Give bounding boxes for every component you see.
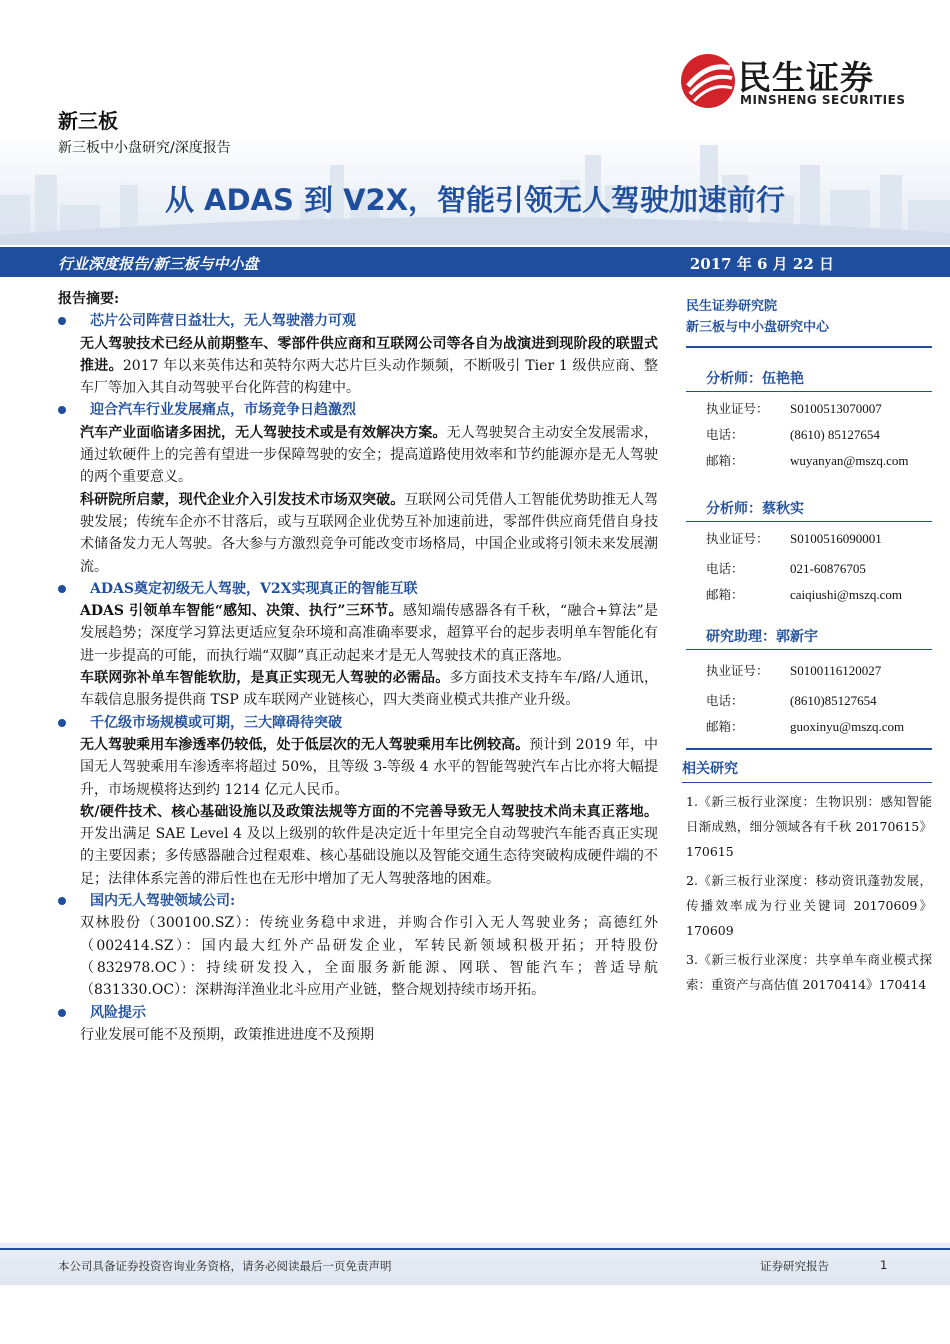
related-item[interactable]: 2.《新三板行业深度：移动资讯蓬勃发展，传播效率成为行业关键词 20170609》170609 [686,873,932,938]
bullet-icon [58,1009,66,1017]
related-item[interactable]: 1.《新三板行业深度：生物识别：感知智能日渐成熟，细分领域各有千秋 20170615》170615 [686,794,932,859]
summary-paragraph: 软/硬件技术、核心基础设施以及政策法规等方面的不完善导致无人驾驶技术尚未真正落地。开发出满足 SAE Level 4 及以上级别的软件是决定近十年里完全自动驾驶汽车能否真正实现的主要因素；多传感器融合过程艰难、核心基础设施以及智能交通生态待突破构成硬件端的不足；法律体系完善的滞后性也在无形中增加了无人驾驶落地的困难。 [80,803,658,887]
section-heading: 芯片公司阵营日益壮大，无人驾驶潜力可观 [80,310,658,332]
category-subtitle: 新三板中小盘研究/深度报告 [58,140,231,156]
footer-line [0,1248,950,1250]
logo-text-cn: 民生证券 [738,58,874,97]
bullet-icon [58,897,66,905]
section-heading: 风险提示 [80,1002,658,1024]
skyline-graphic [0,105,950,245]
report-type: 行业深度报告/新三板与中小盘 [58,255,259,273]
divider [686,748,932,750]
license-row: 执业证号： S0100513070007 [706,401,882,416]
email-link[interactable]: caiqiushi@mszq.com [790,587,902,602]
bullet-icon [58,406,66,414]
summary-paragraph: 无人驾驶乘用车渗透率仍较低，处于低层次的无人驾驶乘用车比例较高。预计到 2019 年，中国无人驾驶乘用车渗透率将超过 50%，且等级 3-等级 4 水平的智能驾驶汽车占比亦将大幅提升，市场规模将达到约 1214 亿元人民币。 [80,736,658,798]
email-row: 邮箱： wuyanyan@mszq.com [686,448,932,474]
email-row: 邮箱： guoxinyu@mszq.com [686,714,932,740]
section-heading: ADAS奠定初级无人驾驶，V2X实现真正的智能互联 [80,578,658,600]
footer-disclaimer: 本公司具备证券投资咨询业务资格，请务必阅读最后一页免责声明 [58,1259,392,1273]
summary-paragraph: ADAS 引领单车智能“感知、决策、执行”三环节。感知端传感器各有千秋，“融合+算法”是发展趋势；深度学习算法更适应复杂环境和高准确率要求，超算平台的起步表明单车智能化有进一步提高的可能，而执行端“双脚”真正动起来才是无人驾驶技术的真正落地。 [80,603,658,664]
email-link[interactable]: guoxinyu@mszq.com [790,719,905,734]
email-row: 邮箱： caiqiushi@mszq.com [686,582,932,608]
related-research-title: 相关研究 [682,758,932,783]
summary-paragraph: 双林股份（300100.SZ）：传统业务稳中求进，并购合作引入无人驾驶业务；高德红外（002414.SZ）：国内最大红外产品研发企业，军转民新领域积极开拓；开特股份（832978.OC）：持续研发投入，全面服务新能源、网联、智能汽车；普适导航（831330.OC）：深耕海洋渔业北斗应用产业链，整合规划持续市场开拓。 [80,915,658,999]
footer-label: 证券研究报告 [760,1259,829,1273]
bullet-icon [58,317,66,325]
page-number: 1 [880,1258,888,1272]
related-item[interactable]: 3.《新三板行业深度：共享单车商业模式探索：重资产与高估值 20170414》170414 [686,952,932,992]
section-heading: 千亿级市场规模或可期，三大障碍待突破 [80,712,658,734]
summary-paragraph: 行业发展可能不及预期，政策推进进度不及预期 [80,1026,374,1043]
summary-paragraph: 无人驾驶技术已经从前期整车、零部件供应商和互联网公司等各自为战演进到现阶段的联盟式推进。2017 年以来英伟达和英特尔两大芯片巨头动作频频，不断吸引 Tier 1 级供应商、整车厂等加入其自动驾驶平台化阵营的构建中。 [80,335,658,397]
summary-paragraph: 车联网弥补单车智能软肋，是真正实现无人驾驶的必需品。多方面技术支持车车/路/人通讯，车载信息服务提供商 TSP 成车联网产业链核心，四大类商业模式共推产业升级。 [80,670,659,709]
section-heading: 国内无人驾驶领域公司: [80,890,658,912]
summary-column [58,288,659,1046]
report-title: 从 ADAS 到 V2X，智能引领无人驾驶加速前行 [164,183,786,217]
category-title: 新三板 [58,109,118,133]
email-link[interactable]: wuyanyan@mszq.com [790,453,909,468]
analyst-title: 研究助理：郭新宇 [686,624,932,650]
analyst-title: 分析师：蔡秋实 [686,496,932,522]
phone-row: 电话： (8610)85127654 [706,693,877,708]
section-heading: 迎合汽车行业发展痛点，市场竞争日趋激烈 [80,399,658,421]
bullet-icon [58,585,66,593]
summary-paragraph: 科研院所启蒙，现代企业介入引发技术市场双突破。互联网公司凭借人工智能优势助推无人驾驶发展；传统车企亦不甘落后，或与互联网企业优势互补加速前进，零部件供应商凭借自身技术储备发力无人驾驶。各大参与方激烈竞争可能改变市场格局，中国企业或将引领未来发展潮流。 [80,491,659,575]
phone-row: 电话： 021-60876705 [706,561,866,576]
license-row: 执业证号： S0100116120027 [706,663,882,678]
phone-row: 电话： (8610) 85127654 [706,427,880,442]
analyst-title: 分析师：伍艳艳 [686,366,932,392]
sidebar [682,296,932,997]
logo-text-en: MINSHENG SECURITIES [740,93,906,107]
report-type-band [0,247,950,277]
license-row: 执业证号： S0100516090001 [706,531,882,546]
summary-label: 报告摘要: [58,291,120,307]
institute-name: 民生证券研究院 [686,299,778,314]
summary-paragraph: 汽车产业面临诸多困扰，无人驾驶技术或是有效解决方案。无人驾驶契合主动安全发展需求，通过软硬件上的完善有望进一步保障驾驶的安全；提高道路使用效率和节约能源亦是无人驾驶的两个重要意义。 [80,424,659,486]
bullet-icon [58,719,66,727]
report-date: 2017 年 6 月 22 日 [689,255,834,273]
research-center: 新三板与中小盘研究中心 [686,320,830,335]
